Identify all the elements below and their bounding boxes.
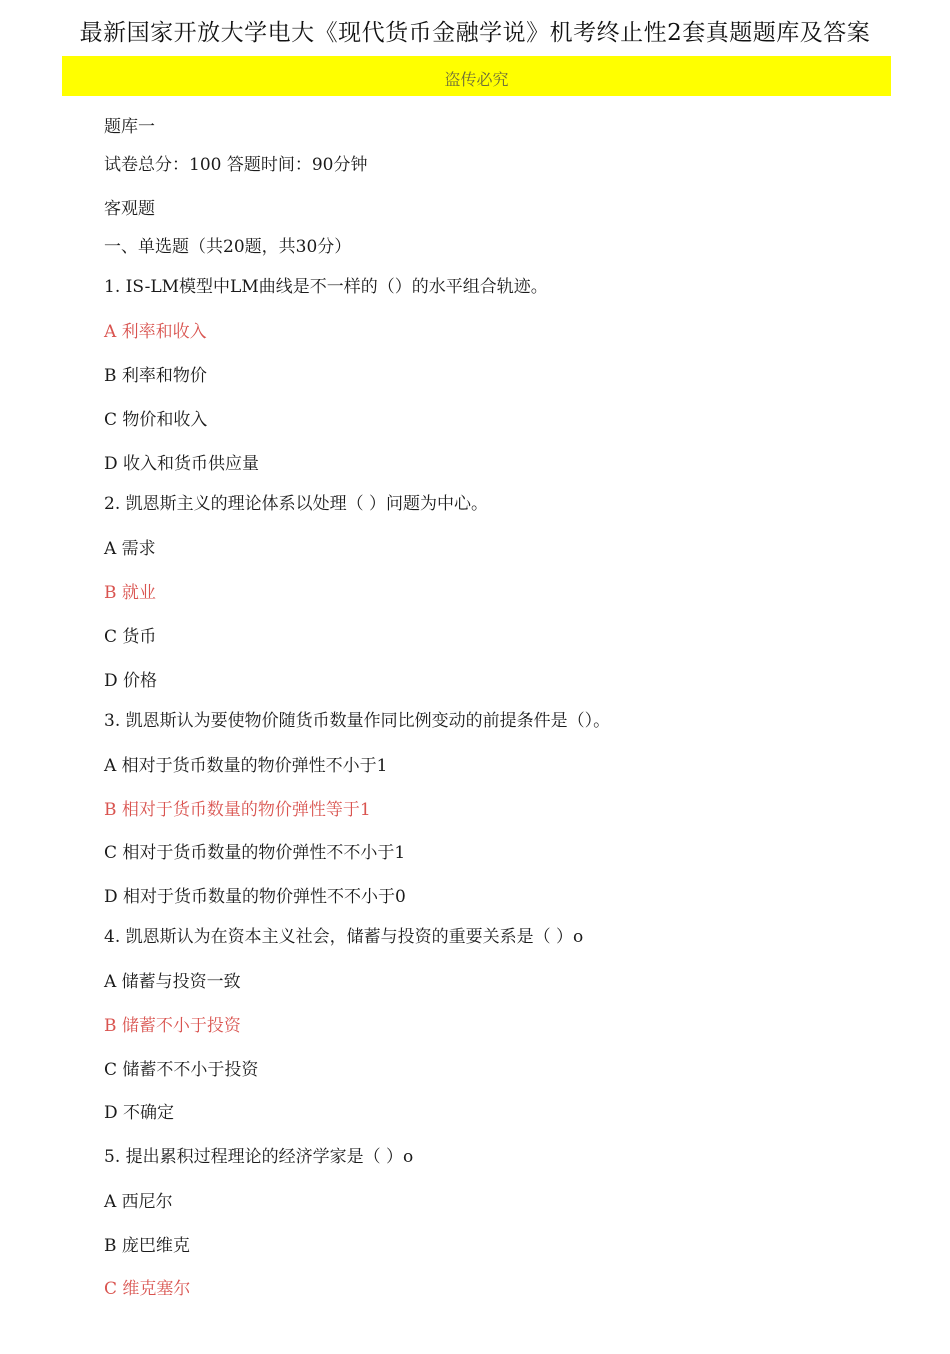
question-bank-label: 题库一 — [104, 117, 155, 137]
answer-option: D 价格 — [104, 671, 158, 691]
question-text: 5. 提出累积过程理论的经济学家是（ ）o — [104, 1147, 414, 1167]
document-title: 最新国家开放大学电大《现代货币金融学说》机考终止性2套真题题库及答案 — [79, 20, 871, 46]
answer-option-correct: B 相对于货币数量的物价弹性等于1 — [104, 800, 371, 820]
answer-option: A 西尼尔 — [104, 1192, 173, 1212]
answer-option: C 物价和收入 — [104, 410, 208, 430]
answer-option: D 收入和货币供应量 — [104, 454, 260, 474]
section-label: 客观题 — [104, 199, 155, 219]
answer-option-correct: B 就业 — [104, 583, 156, 603]
subsection-label: 一、单选题（共20题，共30分） — [104, 237, 352, 257]
answer-option: D 相对于货币数量的物价弹性不不小于0 — [104, 887, 406, 907]
answer-option: A 储蓄与投资一致 — [104, 972, 241, 992]
answer-option: C 相对于货币数量的物价弹性不不小于1 — [104, 843, 406, 863]
answer-option: C 货币 — [104, 627, 157, 647]
piracy-warning-banner: 盗传必究 — [62, 56, 891, 96]
answer-option: B 利率和物价 — [104, 366, 207, 386]
answer-option-correct: C 维克塞尔 — [104, 1279, 191, 1299]
question-text: 1. IS-LM模型中LM曲线是不一样的（）的水平组合轨迹。 — [104, 277, 548, 297]
answer-option-correct: B 储蓄不小于投资 — [104, 1016, 241, 1036]
answer-option: C 储蓄不不小于投资 — [104, 1060, 259, 1080]
question-text: 3. 凯恩斯认为要使物价随货币数量作同比例变动的前提条件是（）。 — [104, 711, 611, 731]
question-text: 4. 凯恩斯认为在资本主义社会，储蓄与投资的重要关系是（ ）o — [104, 927, 584, 947]
answer-option: A 需求 — [104, 539, 156, 559]
answer-option: B 庞巴维克 — [104, 1236, 190, 1256]
answer-option: A 相对于货币数量的物价弹性不小于1 — [104, 756, 388, 776]
answer-option-correct: A 利率和收入 — [104, 322, 207, 342]
answer-option: D 不确定 — [104, 1103, 175, 1123]
exam-info: 试卷总分：100 答题时间：90分钟 — [104, 155, 368, 175]
question-text: 2. 凯恩斯主义的理论体系以处理（ ）问题为中心。 — [104, 494, 489, 514]
